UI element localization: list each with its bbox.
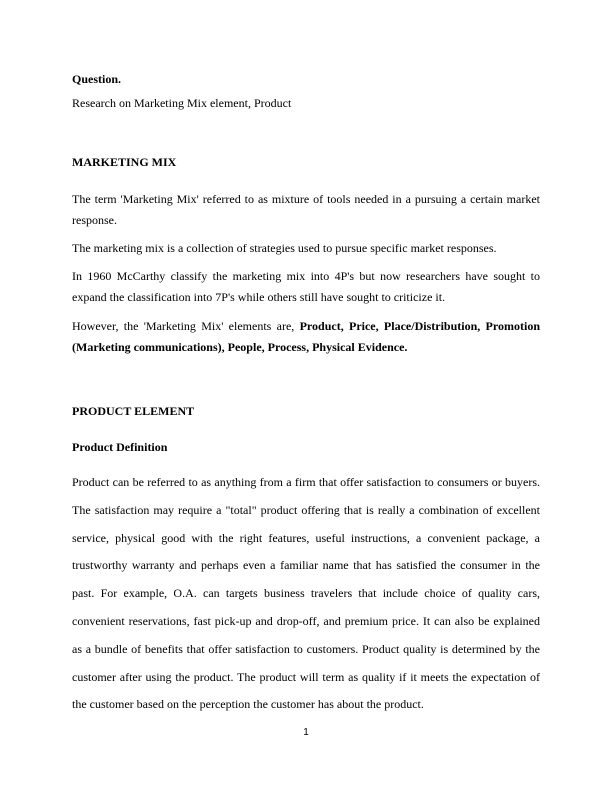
marketing-mix-paragraph-4: [72, 316, 540, 358]
marketing-mix-paragraph-3: In 1960 McCarthy classify the marketing mix into 4P's but now researchers have sought to expand the classification into 7P's while others still have sought to criticize it.: [72, 269, 540, 304]
product-element-heading: PRODUCT ELEMENT: [72, 404, 195, 418]
marketing-mix-paragraph-2: The marketing mix is a collection of strategies used to pursue specific market responses.: [72, 241, 497, 255]
marketing-mix-elements-intro: However, the 'Marketing Mix' elements are,: [72, 319, 300, 333]
page-number: 1: [303, 727, 309, 738]
marketing-mix-elements-list: Product, Price, Place/Distribution, Promotion (Marketing communications), People, Process, Physical Evidence.: [72, 319, 540, 354]
question-label: Question.: [72, 72, 122, 86]
product-definition-body: Product can be referred to as anything from a firm that offer satisfaction to consumers or buyers. The satisfaction may require a "total" product offering that is really a combination of excellent service, physical good with the right features, useful instructions, a convenient package, a trustworthy warranty and perhaps even a familiar name that has satisfied the consumer in the past. For example, O.A. can targets business travelers that include choice of quality cars, convenient reservations, fast pick-up and drop-off, and premium price. It can also be explained as a bundle of benefits that offer satisfaction to customers. Product quality is determined by the customer after using the product. The product will term as quality if it meets the expectation of the customer based on the perception the customer has about the product.: [72, 475, 540, 712]
marketing-mix-paragraph-1: The term 'Marketing Mix' referred to as mixture of tools needed in a pursuing a certain market response.: [72, 192, 540, 227]
marketing-mix-heading: MARKETING MIX: [72, 155, 177, 169]
product-definition-subheading: Product Definition: [72, 440, 168, 454]
question-text: Research on Marketing Mix element, Product: [72, 96, 292, 110]
